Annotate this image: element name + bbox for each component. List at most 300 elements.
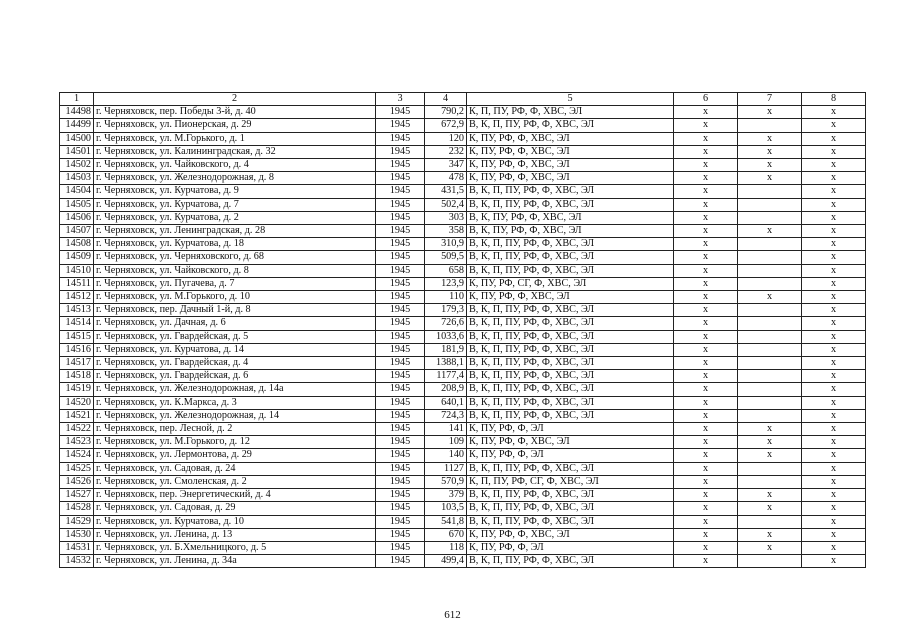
table-row [60,238,866,251]
table-row [60,145,866,158]
address-cell: г. Черняховск, ул. Ленинградская, д. 28 [94,225,376,238]
area-cell: 141 [425,423,467,436]
mark-cell-7 [738,409,802,422]
table-row [60,383,866,396]
address-cell: г. Черняховск, ул. Чайковского, д. 4 [94,159,376,172]
column-number: 6 [674,93,738,106]
area-cell: 658 [425,264,467,277]
mark-cell-6: x [674,198,738,211]
mark-cell-6: x [674,528,738,541]
address-cell: г. Черняховск, ул. Калининградская, д. 32 [94,145,376,158]
systems-cell: К, ПУ, РФ, Ф, ХВС, ЭЛ [467,436,674,449]
systems-cell: В, К, П, ПУ, РФ, Ф, ХВС, ЭЛ [467,343,674,356]
mark-cell-7: x [738,106,802,119]
mark-cell-7: x [738,489,802,502]
mark-cell-7 [738,211,802,224]
address-cell: г. Черняховск, пер. Лесной, д. 2 [94,423,376,436]
address-cell: г. Черняховск, ул. М.Горького, д. 1 [94,132,376,145]
mark-cell-6: x [674,555,738,568]
mark-cell-8: x [802,198,866,211]
table-row [60,172,866,185]
systems-cell: В, К, П, ПУ, РФ, Ф, ХВС, ЭЛ [467,317,674,330]
systems-cell: В, К, П, ПУ, РФ, Ф, ХВС, ЭЛ [467,462,674,475]
systems-cell: В, К, П, ПУ, РФ, Ф, ХВС, ЭЛ [467,555,674,568]
mark-cell-7: x [738,145,802,158]
table-row [60,304,866,317]
table-row [60,317,866,330]
mark-cell-8: x [802,277,866,290]
mark-cell-7: x [738,541,802,554]
mark-cell-7: x [738,172,802,185]
mark-cell-6: x [674,475,738,488]
mark-cell-7 [738,185,802,198]
table-row [60,555,866,568]
systems-cell: К, П, ПУ, РФ, Ф, ХВС, ЭЛ [467,106,674,119]
mark-cell-8: x [802,145,866,158]
systems-cell: В, К, П, ПУ, РФ, Ф, ХВС, ЭЛ [467,370,674,383]
mark-cell-8: x [802,423,866,436]
year-cell: 1945 [376,304,425,317]
area-cell: 1127 [425,462,467,475]
systems-cell: К, ПУ, РФ, Ф, ЭЛ [467,449,674,462]
year-cell: 1945 [376,396,425,409]
address-cell: г. Черняховск, ул. Курчатова, д. 7 [94,198,376,211]
table-row [60,528,866,541]
table-row [60,132,866,145]
year-cell: 1945 [376,357,425,370]
table-row [60,462,866,475]
year-cell: 1945 [376,106,425,119]
mark-cell-8: x [802,409,866,422]
systems-cell: В, К, П, ПУ, РФ, Ф, ХВС, ЭЛ [467,396,674,409]
mark-cell-8: x [802,238,866,251]
mark-cell-6: x [674,436,738,449]
mark-cell-7 [738,330,802,343]
address-cell: г. Черняховск, пер. Энергетический, д. 4 [94,489,376,502]
year-cell: 1945 [376,489,425,502]
mark-cell-8: x [802,462,866,475]
table-row [60,264,866,277]
area-cell: 726,6 [425,317,467,330]
area-cell: 118 [425,541,467,554]
mark-cell-8: x [802,211,866,224]
record-number-cell: 14505 [60,198,94,211]
address-cell: г. Черняховск, ул. Дачная, д. 6 [94,317,376,330]
mark-cell-8: x [802,106,866,119]
mark-cell-6: x [674,106,738,119]
systems-cell: В, К, П, ПУ, РФ, Ф, ХВС, ЭЛ [467,264,674,277]
area-cell: 379 [425,489,467,502]
area-cell: 570,9 [425,475,467,488]
address-cell: г. Черняховск, ул. Курчатова, д. 18 [94,238,376,251]
year-cell: 1945 [376,383,425,396]
mark-cell-6: x [674,383,738,396]
address-cell: г. Черняховск, ул. Гвардейская, д. 5 [94,330,376,343]
mark-cell-8: x [802,515,866,528]
column-number: 2 [94,93,376,106]
mark-cell-7: x [738,225,802,238]
table-row [60,396,866,409]
mark-cell-6: x [674,317,738,330]
year-cell: 1945 [376,291,425,304]
systems-cell: В, К, ПУ, РФ, Ф, ХВС, ЭЛ [467,225,674,238]
mark-cell-7: x [738,159,802,172]
systems-cell: В, К, П, ПУ, РФ, Ф, ХВС, ЭЛ [467,409,674,422]
mark-cell-6: x [674,119,738,132]
address-cell: г. Черняховск, ул. М.Горького, д. 10 [94,291,376,304]
table-row [60,159,866,172]
mark-cell-6: x [674,264,738,277]
mark-cell-7 [738,304,802,317]
year-cell: 1945 [376,475,425,488]
address-cell: г. Черняховск, ул. Железнодорожная, д. 8 [94,172,376,185]
mark-cell-8: x [802,185,866,198]
systems-cell: В, К, П, ПУ, РФ, Ф, ХВС, ЭЛ [467,198,674,211]
record-number-cell: 14529 [60,515,94,528]
mark-cell-7 [738,119,802,132]
address-cell: г. Черняховск, ул. Курчатова, д. 9 [94,185,376,198]
mark-cell-8: x [802,357,866,370]
record-number-cell: 14516 [60,343,94,356]
area-cell: 303 [425,211,467,224]
address-cell: г. Черняховск, ул. Садовая, д. 24 [94,462,376,475]
record-number-cell: 14513 [60,304,94,317]
record-number-cell: 14525 [60,462,94,475]
record-number-cell: 14500 [60,132,94,145]
year-cell: 1945 [376,119,425,132]
mark-cell-7: x [738,436,802,449]
address-cell: г. Черняховск, ул. Курчатова, д. 10 [94,515,376,528]
record-number-cell: 14502 [60,159,94,172]
systems-cell: В, К, П, ПУ, РФ, Ф, ХВС, ЭЛ [467,357,674,370]
mark-cell-8: x [802,396,866,409]
mark-cell-6: x [674,211,738,224]
area-cell: 790,2 [425,106,467,119]
table-row [60,225,866,238]
mark-cell-8: x [802,370,866,383]
area-cell: 541,8 [425,515,467,528]
systems-cell: К, ПУ, РФ, Ф, ХВС, ЭЛ [467,159,674,172]
systems-cell: В, К, ПУ, РФ, Ф, ХВС, ЭЛ [467,211,674,224]
mark-cell-8: x [802,475,866,488]
mark-cell-8: x [802,383,866,396]
year-cell: 1945 [376,343,425,356]
mark-cell-6: x [674,357,738,370]
column-number: 3 [376,93,425,106]
table-row [60,449,866,462]
mark-cell-7: x [738,528,802,541]
year-cell: 1945 [376,277,425,290]
address-cell: г. Черняховск, ул. Чайковского, д. 8 [94,264,376,277]
table-row [60,370,866,383]
table-row [60,541,866,554]
mark-cell-7 [738,343,802,356]
table-row [60,489,866,502]
table-row [60,343,866,356]
systems-cell: К, ПУ, РФ, СГ, Ф, ХВС, ЭЛ [467,277,674,290]
table-row [60,357,866,370]
record-number-cell: 14531 [60,541,94,554]
area-cell: 110 [425,291,467,304]
systems-cell: В, К, П, ПУ, РФ, Ф, ХВС, ЭЛ [467,330,674,343]
mark-cell-8: x [802,436,866,449]
area-cell: 478 [425,172,467,185]
mark-cell-6: x [674,423,738,436]
mark-cell-8: x [802,317,866,330]
record-number-cell: 14530 [60,528,94,541]
systems-cell: К, ПУ, РФ, Ф, ХВС, ЭЛ [467,291,674,304]
year-cell: 1945 [376,198,425,211]
address-cell: г. Черняховск, ул. Ленина, д. 13 [94,528,376,541]
record-number-cell: 14515 [60,330,94,343]
year-cell: 1945 [376,370,425,383]
area-cell: 640,1 [425,396,467,409]
area-cell: 347 [425,159,467,172]
table-row [60,502,866,515]
mark-cell-8: x [802,159,866,172]
area-cell: 670 [425,528,467,541]
record-number-cell: 14522 [60,423,94,436]
record-number-cell: 14512 [60,291,94,304]
address-cell: г. Черняховск, ул. Гвардейская, д. 6 [94,370,376,383]
address-cell: г. Черняховск, ул. Б.Хмельницкого, д. 5 [94,541,376,554]
year-cell: 1945 [376,238,425,251]
mark-cell-6: x [674,132,738,145]
mark-cell-8: x [802,555,866,568]
systems-cell: В, К, П, ПУ, РФ, Ф, ХВС, ЭЛ [467,185,674,198]
year-cell: 1945 [376,225,425,238]
mark-cell-7: x [738,449,802,462]
mark-cell-8: x [802,528,866,541]
mark-cell-6: x [674,185,738,198]
area-cell: 310,9 [425,238,467,251]
year-cell: 1945 [376,423,425,436]
year-cell: 1945 [376,330,425,343]
year-cell: 1945 [376,185,425,198]
area-cell: 103,5 [425,502,467,515]
area-cell: 431,5 [425,185,467,198]
systems-cell: К, ПУ, РФ, Ф, ХВС, ЭЛ [467,172,674,185]
mark-cell-6: x [674,304,738,317]
systems-cell: К, ПУ, РФ, Ф, ХВС, ЭЛ [467,528,674,541]
area-cell: 724,3 [425,409,467,422]
mark-cell-8: x [802,541,866,554]
year-cell: 1945 [376,172,425,185]
mark-cell-8: x [802,172,866,185]
record-number-cell: 14506 [60,211,94,224]
mark-cell-7 [738,251,802,264]
systems-cell: К, П, ПУ, РФ, СГ, Ф, ХВС, ЭЛ [467,475,674,488]
column-number: 1 [60,93,94,106]
address-cell: г. Черняховск, ул. Пугачева, д. 7 [94,277,376,290]
mark-cell-6: x [674,343,738,356]
address-cell: г. Черняховск, ул. Лермонтова, д. 29 [94,449,376,462]
mark-cell-7: x [738,291,802,304]
address-cell: г. Черняховск, ул. Курчатова, д. 2 [94,211,376,224]
mark-cell-8: x [802,304,866,317]
column-number: 7 [738,93,802,106]
record-number-cell: 14527 [60,489,94,502]
year-cell: 1945 [376,515,425,528]
systems-cell: К, ПУ, РФ, Ф, ЭЛ [467,423,674,436]
page-number: 612 [444,609,461,621]
mark-cell-6: x [674,251,738,264]
year-cell: 1945 [376,436,425,449]
year-cell: 1945 [376,211,425,224]
column-number: 4 [425,93,467,106]
record-number-cell: 14510 [60,264,94,277]
systems-cell: В, К, П, ПУ, РФ, Ф, ХВС, ЭЛ [467,119,674,132]
mark-cell-7 [738,317,802,330]
area-cell: 181,9 [425,343,467,356]
mark-cell-8: x [802,251,866,264]
mark-cell-6: x [674,330,738,343]
systems-cell: В, К, П, ПУ, РФ, Ф, ХВС, ЭЛ [467,304,674,317]
systems-cell: К, ПУ, РФ, Ф, ХВС, ЭЛ [467,132,674,145]
table-row [60,436,866,449]
mark-cell-7 [738,475,802,488]
record-number-cell: 14532 [60,555,94,568]
year-cell: 1945 [376,528,425,541]
column-number-header-row [60,93,866,106]
record-number-cell: 14519 [60,383,94,396]
address-cell: г. Черняховск, ул. Смоленская, д. 2 [94,475,376,488]
area-cell: 1388,1 [425,357,467,370]
area-cell: 232 [425,145,467,158]
mark-cell-6: x [674,291,738,304]
address-cell: г. Черняховск, ул. К.Маркса, д. 3 [94,396,376,409]
record-number-cell: 14524 [60,449,94,462]
mark-cell-8: x [802,330,866,343]
mark-cell-7: x [738,502,802,515]
area-cell: 499,4 [425,555,467,568]
year-cell: 1945 [376,132,425,145]
mark-cell-6: x [674,238,738,251]
area-cell: 109 [425,436,467,449]
mark-cell-6: x [674,145,738,158]
table-row [60,277,866,290]
address-cell: г. Черняховск, ул. Гвардейская, д. 4 [94,357,376,370]
table-row [60,106,866,119]
record-number-cell: 14526 [60,475,94,488]
systems-cell: В, К, П, ПУ, РФ, Ф, ХВС, ЭЛ [467,251,674,264]
mark-cell-7: x [738,132,802,145]
systems-cell: К, ПУ, РФ, Ф, ХВС, ЭЛ [467,145,674,158]
mark-cell-6: x [674,462,738,475]
year-cell: 1945 [376,251,425,264]
mark-cell-6: x [674,172,738,185]
mark-cell-7 [738,462,802,475]
mark-cell-7 [738,396,802,409]
mark-cell-7 [738,515,802,528]
systems-cell: В, К, П, ПУ, РФ, Ф, ХВС, ЭЛ [467,502,674,515]
year-cell: 1945 [376,145,425,158]
systems-cell: В, К, П, ПУ, РФ, Ф, ХВС, ЭЛ [467,489,674,502]
record-number-cell: 14507 [60,225,94,238]
table-row [60,330,866,343]
year-cell: 1945 [376,409,425,422]
year-cell: 1945 [376,555,425,568]
mark-cell-6: x [674,225,738,238]
area-cell: 1177,4 [425,370,467,383]
record-number-cell: 14501 [60,145,94,158]
mark-cell-8: x [802,343,866,356]
systems-cell: К, ПУ, РФ, Ф, ЭЛ [467,541,674,554]
mark-cell-6: x [674,159,738,172]
record-number-cell: 14511 [60,277,94,290]
address-cell: г. Черняховск, ул. М.Горького, д. 12 [94,436,376,449]
address-cell: г. Черняховск, ул. Ленина, д. 34а [94,555,376,568]
year-cell: 1945 [376,462,425,475]
table-row [60,119,866,132]
table-row [60,211,866,224]
record-number-cell: 14509 [60,251,94,264]
area-cell: 358 [425,225,467,238]
record-number-cell: 14508 [60,238,94,251]
mark-cell-7: x [738,423,802,436]
mark-cell-6: x [674,541,738,554]
mark-cell-6: x [674,449,738,462]
mark-cell-8: x [802,291,866,304]
mark-cell-7 [738,264,802,277]
mark-cell-6: x [674,409,738,422]
mark-cell-7 [738,555,802,568]
area-cell: 208,9 [425,383,467,396]
mark-cell-6: x [674,515,738,528]
mark-cell-7 [738,198,802,211]
record-number-cell: 14518 [60,370,94,383]
systems-cell: В, К, П, ПУ, РФ, Ф, ХВС, ЭЛ [467,515,674,528]
address-cell: г. Черняховск, ул. Железнодорожная, д. 14а [94,383,376,396]
systems-cell: В, К, П, ПУ, РФ, Ф, ХВС, ЭЛ [467,238,674,251]
year-cell: 1945 [376,502,425,515]
address-cell: г. Черняховск, ул. Черняховского, д. 68 [94,251,376,264]
record-number-cell: 14503 [60,172,94,185]
mark-cell-8: x [802,264,866,277]
table-row [60,409,866,422]
mark-cell-8: x [802,119,866,132]
address-cell: г. Черняховск, пер. Победы 3-й, д. 40 [94,106,376,119]
area-cell: 140 [425,449,467,462]
column-number: 8 [802,93,866,106]
systems-cell: В, К, П, ПУ, РФ, Ф, ХВС, ЭЛ [467,383,674,396]
record-number-cell: 14504 [60,185,94,198]
record-number-cell: 14499 [60,119,94,132]
area-cell: 672,9 [425,119,467,132]
mark-cell-7 [738,383,802,396]
mark-cell-7 [738,357,802,370]
table-row [60,291,866,304]
address-cell: г. Черняховск, ул. Садовая, д. 29 [94,502,376,515]
address-cell: г. Черняховск, ул. Курчатова, д. 14 [94,343,376,356]
year-cell: 1945 [376,317,425,330]
mark-cell-6: x [674,277,738,290]
address-cell: г. Черняховск, пер. Дачный 1-й, д. 8 [94,304,376,317]
address-cell: г. Черняховск, ул. Железнодорожная, д. 14 [94,409,376,422]
area-cell: 120 [425,132,467,145]
mark-cell-8: x [802,225,866,238]
column-number: 5 [467,93,674,106]
area-cell: 1033,6 [425,330,467,343]
mark-cell-8: x [802,489,866,502]
table-row [60,251,866,264]
area-cell: 509,5 [425,251,467,264]
address-cell: г. Черняховск, ул. Пионерская, д. 29 [94,119,376,132]
mark-cell-6: x [674,502,738,515]
record-number-cell: 14523 [60,436,94,449]
year-cell: 1945 [376,159,425,172]
year-cell: 1945 [376,541,425,554]
